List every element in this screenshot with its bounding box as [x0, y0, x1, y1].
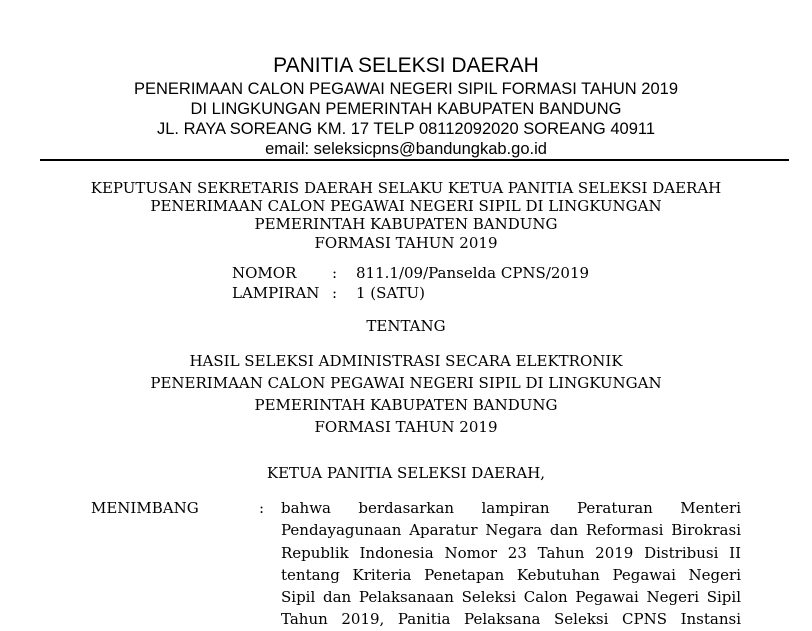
letterhead-divider [40, 159, 789, 161]
letterhead-line-1: PENERIMAAN CALON PEGAWAI NEGERI SIPIL FORMASI TAHUN 2019 [133, 80, 679, 98]
tentang-heading: TENTANG [366, 317, 446, 335]
decree-heading-line-4: FORMASI TAHUN 2019 [314, 234, 498, 252]
lampiran-label: LAMPIRAN [232, 284, 320, 302]
nomor-separator: : [332, 264, 338, 282]
menimbang-line-3: Republik Indonesia Nomor 23 Tahun 2019 Distribusi II [281, 543, 741, 562]
letterhead-address: JL. RAYA SOREANG KM. 17 TELP 08112092020 SOREANG 40911 [156, 120, 656, 138]
lampiran-separator: : [332, 284, 338, 302]
menimbang-line-5: Sipil dan Pelaksanaan Seleksi Calon Pegawai Negeri Sipil [281, 588, 741, 607]
nomor-label: NOMOR [232, 264, 297, 282]
lampiran-value: 1 (SATU) [356, 284, 425, 302]
menimbang-line-6: Tahun 2019, Panitia Pelaksana Seleksi CPNS Instansi [281, 610, 741, 629]
nomor-value: 811.1/09/Panselda CPNS/2019 [356, 264, 590, 282]
menimbang-line-2: Pendayagunaan Aparatur Negara dan Reformasi Birokrasi [281, 521, 741, 540]
letterhead-line-2: DI LINGKUNGAN PEMERINTAH KABUPATEN BANDUNG [190, 100, 622, 118]
decree-heading-line-2: PENERIMAAN CALON PEGAWAI NEGERI SIPIL DI LINGKUNGAN [150, 197, 662, 215]
decree-heading-line-3: PEMERINTAH KABUPATEN BANDUNG [254, 215, 558, 233]
letterhead-title: PANITIA SELEKSI DAERAH [273, 54, 539, 77]
subject-line-4: FORMASI TAHUN 2019 [314, 418, 498, 436]
decree-heading-line-1: KEPUTUSAN SEKRETARIS DAERAH SELAKU KETUA PANITIA SELEKSI DAERAH [90, 179, 722, 197]
subject-line-2: PENERIMAAN CALON PEGAWAI NEGERI SIPIL DI LINGKUNGAN [150, 374, 662, 392]
subject-line-1: HASIL SELEKSI ADMINISTRASI SECARA ELEKTRONIK [189, 352, 623, 370]
letterhead-email: email: seleksicpns@bandungkab.go.id [265, 140, 547, 158]
menimbang-paragraph [281, 497, 741, 631]
menimbang-line-4: tentang Kriteria Penetapan Kebutuhan Pegawai Negeri [281, 565, 741, 584]
menimbang-line-1: bahwa berdasarkan lampiran Peraturan Menteri [281, 499, 741, 517]
subject-line-3: PEMERINTAH KABUPATEN BANDUNG [254, 396, 558, 414]
menimbang-separator: : [259, 499, 265, 517]
menimbang-label: MENIMBANG [91, 499, 199, 517]
ketua-heading: KETUA PANITIA SELEKSI DAERAH, [266, 464, 546, 482]
